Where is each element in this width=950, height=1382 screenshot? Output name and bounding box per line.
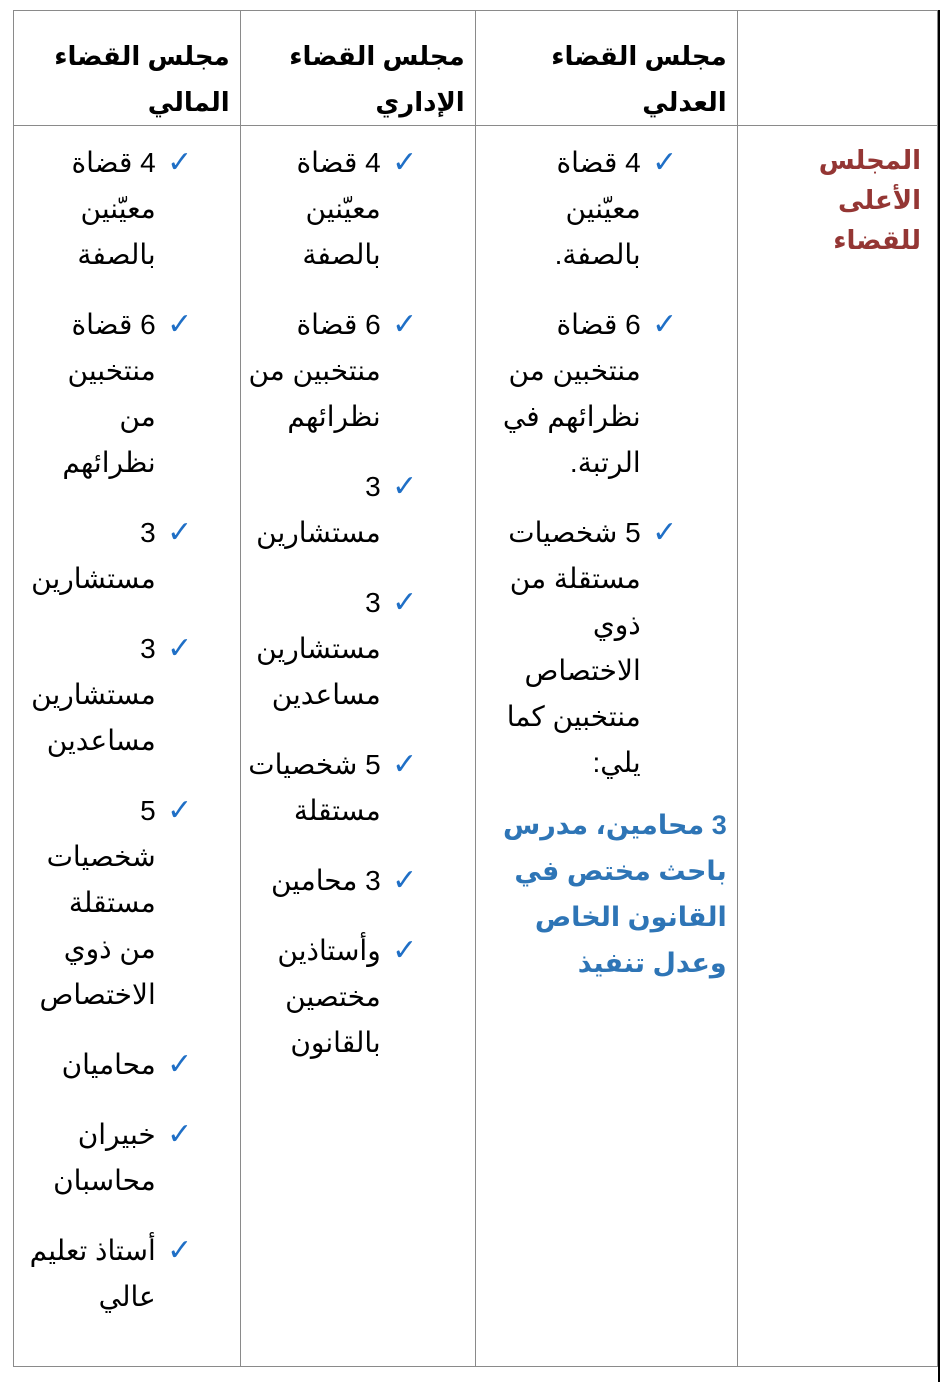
judicial-note: 3 محامين، مدرس باحث مختص في القانون الخاص وعدل تنفيذ: [502, 810, 727, 978]
header-administrative: مجلس القضاء الإداري: [289, 41, 465, 117]
checkmark-icon: ✓: [652, 516, 678, 549]
header-cell-judicial: [475, 11, 737, 126]
financial-cell: [14, 126, 241, 1367]
header-judicial: مجلس القضاء العدلي: [551, 41, 727, 117]
list-item: ✓ 4 قضاة معيّنين بالصفة: [14, 140, 204, 278]
judicial-cell: [475, 126, 737, 1367]
list-item: ✓ وأستاذين مختصين بالقانون: [241, 928, 429, 1066]
administrative-list: [241, 126, 475, 1066]
judicial-list: [476, 126, 737, 786]
list-item: ✓ 6 قضاة منتخبين من نظرائهم: [14, 302, 204, 486]
table-body-row: [14, 126, 938, 1367]
checkmark-icon: ✓: [392, 470, 418, 503]
header-cell-empty: [737, 11, 937, 126]
checkmark-icon: ✓: [392, 934, 418, 967]
list-item: ✓ 5 شخصيات مستقلة من ذوي الاختصاص: [14, 788, 204, 1018]
list-item: ✓ أستاذ تعليم عالي: [14, 1228, 204, 1320]
list-item: ✓ خبيران محاسبان: [14, 1112, 204, 1204]
list-item: ✓ 3 مستشارين مساعدين: [14, 626, 204, 764]
checkmark-icon: ✓: [167, 632, 193, 665]
list-item: ✓ 5 شخصيات مستقلة من ذوي الاختصاص منتخبين كما يلي:: [476, 510, 689, 786]
list-item: ✓ محاميان: [14, 1042, 204, 1088]
checkmark-icon: ✓: [167, 1118, 193, 1151]
checkmark-icon: ✓: [167, 146, 193, 179]
checkmark-icon: ✓: [167, 1234, 193, 1267]
checkmark-icon: ✓: [652, 146, 678, 179]
table-header-row: [14, 11, 938, 126]
checkmark-icon: ✓: [167, 516, 193, 549]
header-financial: مجلس القضاء المالي: [54, 41, 230, 117]
list-item: ✓ 3 مستشارين مساعدين: [241, 580, 429, 718]
checkmark-icon: ✓: [392, 748, 418, 781]
council-table: [13, 10, 938, 1367]
list-item: ✓ 3 محامين: [241, 858, 429, 904]
checkmark-icon: ✓: [167, 794, 193, 827]
administrative-cell: [240, 126, 475, 1367]
list-item: ✓ 6 قضاة منتخبين من نظرائهم: [241, 302, 429, 440]
checkmark-icon: ✓: [392, 586, 418, 619]
financial-list: [14, 126, 240, 1320]
list-item: ✓ 4 قضاة معيّنين بالصفة: [241, 140, 429, 278]
header-cell-financial: [14, 11, 241, 126]
checkmark-icon: ✓: [392, 308, 418, 341]
side-title: المجلس الأعلى للقضاء: [818, 145, 921, 255]
checkmark-icon: ✓: [652, 308, 678, 341]
list-item: ✓ 4 قضاة معيّنين بالصفة.: [476, 140, 689, 278]
list-item: ✓ 5 شخصيات مستقلة: [241, 742, 429, 834]
side-title-cell: [737, 126, 937, 1367]
checkmark-icon: ✓: [167, 308, 193, 341]
list-item: ✓ 3 مستشارين: [14, 510, 204, 602]
checkmark-icon: ✓: [167, 1048, 193, 1081]
checkmark-icon: ✓: [392, 146, 418, 179]
header-cell-administrative: [240, 11, 475, 126]
list-item: ✓ 6 قضاة منتخبين من نظرائهم في الرتبة.: [476, 302, 689, 486]
checkmark-icon: ✓: [392, 864, 418, 897]
list-item: ✓ 3 مستشارين: [241, 464, 429, 556]
page-edge-line: [938, 10, 940, 1382]
